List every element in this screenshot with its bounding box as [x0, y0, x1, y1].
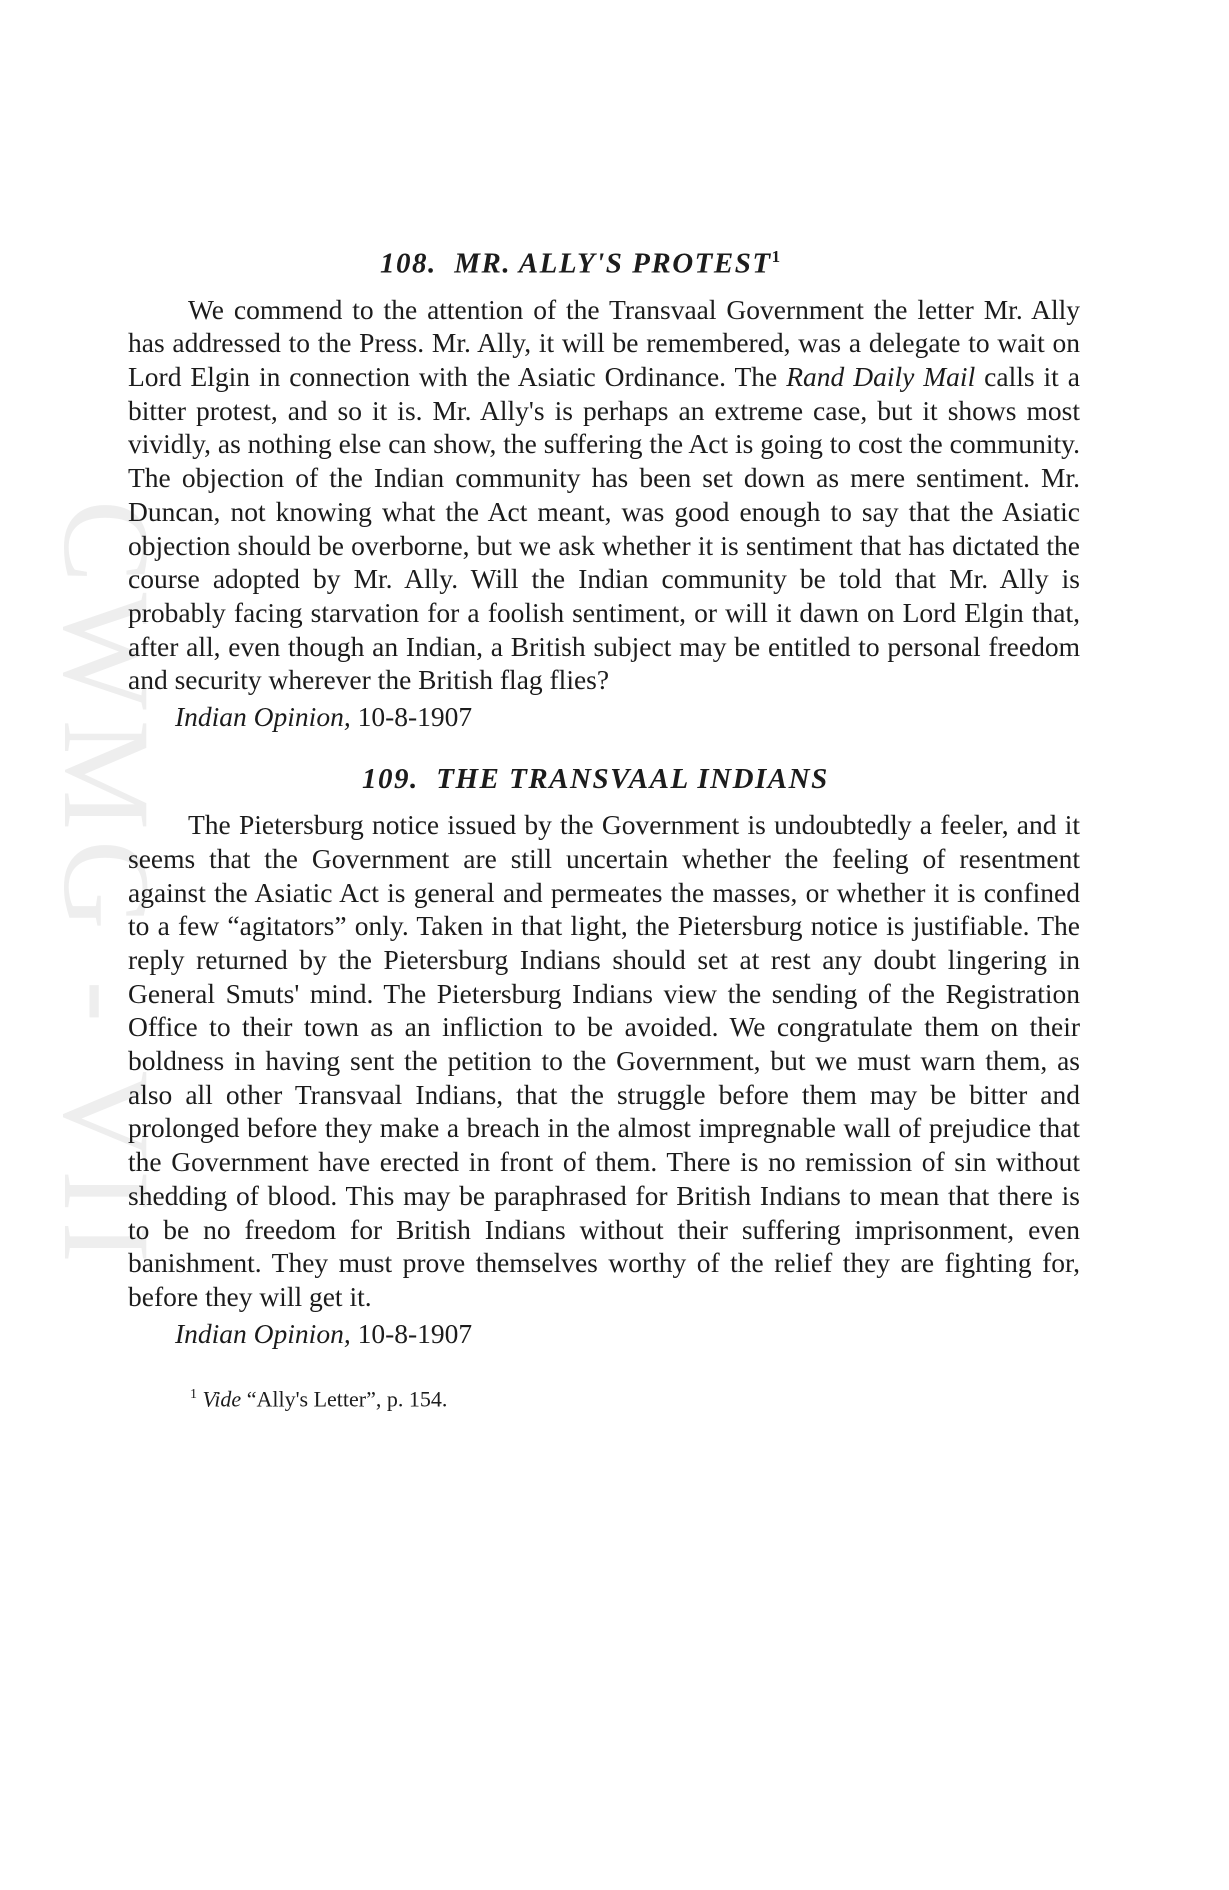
article-title: THE TRANSVAAL INDIANS [436, 763, 829, 796]
article-body-109: The Pietersburg notice issued by the Government is undoubtedly a feeler, and it seems that the Government are still uncertain whether the feeling of resentment against the Asiatic Act is general and permeates the masses, or whether it is confined to a few “agitators” only. Taken in that light, the Pietersburg notice is justifiable. The reply returned by the Pietersburg Indians should set at rest any doubt lingering in General Smuts' mind. The Pietersburg Indians view the sending of the Registration Office to their town as an infliction to be avoided. We congratulate them on their boldness in having sent the petition to the Government, but we must warn them, as also all other Transvaal Indians, that the struggle before them may be bitter and prolonged before they make a breach in the almost impregnable wall of prejudice that the Government have erected in front of them. There is no remission of sin without shedding of blood. This may be paraphrased for British Indians to mean that there is to be no freedom for British Indians without their suffering imprisonment, even banishment. They must prove themselves worthy of the relief they are fighting for, before they will get it. [128, 809, 1080, 1312]
source-citation-108 [175, 700, 1080, 734]
article-number: 108. [380, 247, 437, 280]
source-citation-109 [175, 1317, 1080, 1351]
footnote-text: “Ally's Letter”, p. 154. [241, 1385, 448, 1411]
newspaper-title: Rand Daily Mail [786, 361, 976, 393]
footnote [190, 1381, 1080, 1413]
footnote-vide: Vide [202, 1385, 242, 1411]
article-body-108 [128, 293, 1080, 697]
body-text-part1: We commend to the attention of the Transvaal Government the letter Mr. Ally has addressed to the Press. Mr. Ally, it will be remembered, was a delegate to wait on Lord Elgin in connection with the Asiatic Ordinance. The [128, 293, 1080, 393]
body-text-part2: calls it a bitter protest, and so it is. Mr. Ally's is perhaps an extreme case, but it shows most vividly, as nothing else can show, the suffering the Act is going to cost the community. The objection of the Indian community has been set down as mere sentiment. Mr. Duncan, not knowing what the Act meant, was good enough to say that the Asiatic objection should be overborne, but we ask whether it is sentiment that has dictated the course adopted by Mr. Ally. Will the Indian community be told that Mr. Ally is probably facing starvation for a foolish sentiment, or will it dawn on Lord Elgin that, after all, even though an Indian, a British subject may be entitled to personal freedom and security wherever the British flag flies? [128, 361, 1080, 696]
page-content [128, 240, 1080, 1413]
watermark-text: CWMG - VII [38, 500, 175, 1273]
article-heading-108 [128, 240, 1080, 281]
source-name: Indian Opinion, [175, 701, 351, 733]
source-date: 10-8-1907 [350, 701, 473, 733]
article-title: MR. ALLY'S PROTEST [454, 247, 772, 280]
article-heading-109 [128, 762, 1080, 796]
source-name: Indian Opinion, [175, 1317, 351, 1349]
footnote-ref: 1 [771, 247, 782, 266]
source-date: 10-8-1907 [350, 1317, 473, 1349]
article-number: 109. [362, 763, 419, 796]
footnote-mark: 1 [190, 1386, 197, 1402]
